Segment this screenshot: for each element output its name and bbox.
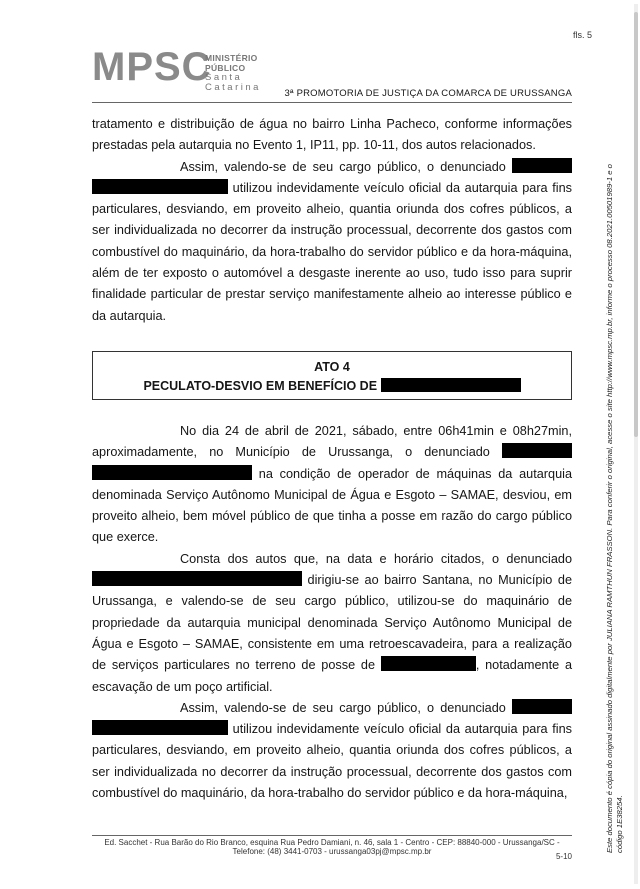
page-label: fls. 5 bbox=[572, 30, 592, 40]
logo-line-1: MINISTÉRIO PÚBLICO bbox=[205, 53, 258, 73]
footer-divider bbox=[92, 835, 572, 836]
logo-mark: MPSC bbox=[92, 45, 212, 89]
paragraph-text: utilizou indevidamente veículo oficial da autarquia para fins particulares, desviando, em proveito alheio, quantia oriunda dos cofres públicos, a ser individualizada no decorrer da instrução processual, decorrente dos gastos com combustível do maquinário, da hora-trabalho do servidor público e da hora-máquina, bbox=[92, 722, 572, 801]
redaction-bar bbox=[92, 720, 228, 735]
paragraph-text: tratamento e distribuição de água no bairro Linha Pacheco, conforme informações prestadas pela autarquia no Evento 1, IP11, pp. 10-11, dos autos relacionados. bbox=[92, 117, 572, 153]
paragraph-text: na condição de operador de máquinas da autarquia denominada Serviço Autônomo Municipal de Água e Esgoto – SAMAE, desviou, em proveito alheio, bem móvel público de que tinha a posse em razão do cargo público que exerce. bbox=[92, 466, 572, 545]
redaction-bar bbox=[381, 378, 521, 392]
stamp-line-1: Este documento é cópia do original assinado digitalmente por JULIANA RAMTHUN FRASSON. Para conferir o original, acesse o site http://www.mpsc.mp.br, informe o processo 08.2021.00501989-1 e o bbox=[605, 164, 614, 853]
redaction-bar bbox=[92, 179, 228, 194]
redaction-bar bbox=[92, 571, 302, 586]
redaction-bar bbox=[512, 158, 572, 173]
footer-address: Ed. Sacchet - Rua Barão do Rio Branco, esquina Rua Pedro Damiani, n. 46, sala 1 - Centro - CEP: 88840-000 - Urussanga/SC - bbox=[104, 838, 560, 847]
header-divider bbox=[92, 102, 572, 103]
ato-box bbox=[92, 351, 572, 400]
paragraph bbox=[92, 114, 572, 157]
scrollbar-thumb[interactable] bbox=[634, 12, 638, 437]
paragraph bbox=[92, 698, 572, 804]
paragraph-text: utilizou indevidamente veículo oficial da autarquia para fins particulares, desviando, em proveito alheio, quantia oriunda dos cofres públicos, a ser individualizada no decorrer da instrução processual, decorrente dos gastos com combustível do maquinário, da hora-trabalho do servidor público e da hora-máquina, além de ter exposto o automóvel a desgaste inerente ao uso, tudo isso para suprir finalidade particular de prestar serviço manifestamente alheio ao interesse público e da autarquia. bbox=[92, 180, 572, 323]
paragraph-text: , notadamente a escavação de um poço artificial. bbox=[92, 658, 573, 694]
ato-subtitle-text: PECULATO-DESVIO EM BENEFÍCIO DE bbox=[143, 379, 378, 393]
paragraph-text: No dia 24 de abril de 2021, sábado, entre 06h41min e 08h27min, aproximadamente, no Município de Urussanga, o denunciado bbox=[92, 424, 572, 460]
ato-title: ATO 4 bbox=[314, 360, 350, 374]
redaction-bar bbox=[502, 443, 572, 458]
logo-text bbox=[205, 53, 261, 93]
paragraph-text: Assim, valendo-se de seu cargo público, o denunciado bbox=[180, 159, 506, 174]
digital-signature-stamp bbox=[605, 33, 625, 853]
paragraph-text: Consta dos autos que, na data e horário citados, o denunciado bbox=[180, 551, 572, 566]
stamp-line-2: código 1E38254. bbox=[615, 795, 624, 853]
page-number: 5-10 bbox=[555, 852, 572, 861]
paragraph bbox=[92, 157, 572, 327]
section-2 bbox=[92, 421, 572, 804]
logo-line-2: Santa Catarina bbox=[205, 72, 261, 93]
ato-subtitle bbox=[93, 378, 571, 393]
paragraph bbox=[92, 421, 572, 549]
redaction-bar bbox=[381, 656, 476, 671]
promotoria-header: 3ª PROMOTORIA DE JUSTIÇA DA COMARCA DE URUSSANGA bbox=[284, 88, 572, 99]
section-1 bbox=[92, 114, 572, 327]
paragraph-text: dirigiu-se ao bairro Santana, no Município de Urussanga, e valendo-se de seu cargo público, utilizou-se do maquinário de propriedade da autarquia municipal denominada Serviço Autônomo Municipal de Água e Esgoto – SAMAE, consistente em uma retroescavadeira, para a realização de serviços particulares no terreno de posse de bbox=[92, 573, 572, 673]
footer-contact: Telefone: (48) 3441-0703 - urussanga03pj@mpsc.mp.br bbox=[232, 847, 432, 856]
mpsc-logo bbox=[92, 45, 261, 93]
paragraph-text: Assim, valendo-se de seu cargo público, o denunciado bbox=[180, 700, 506, 715]
redaction-bar bbox=[92, 465, 252, 480]
redaction-bar bbox=[512, 699, 572, 714]
paragraph bbox=[92, 549, 572, 698]
